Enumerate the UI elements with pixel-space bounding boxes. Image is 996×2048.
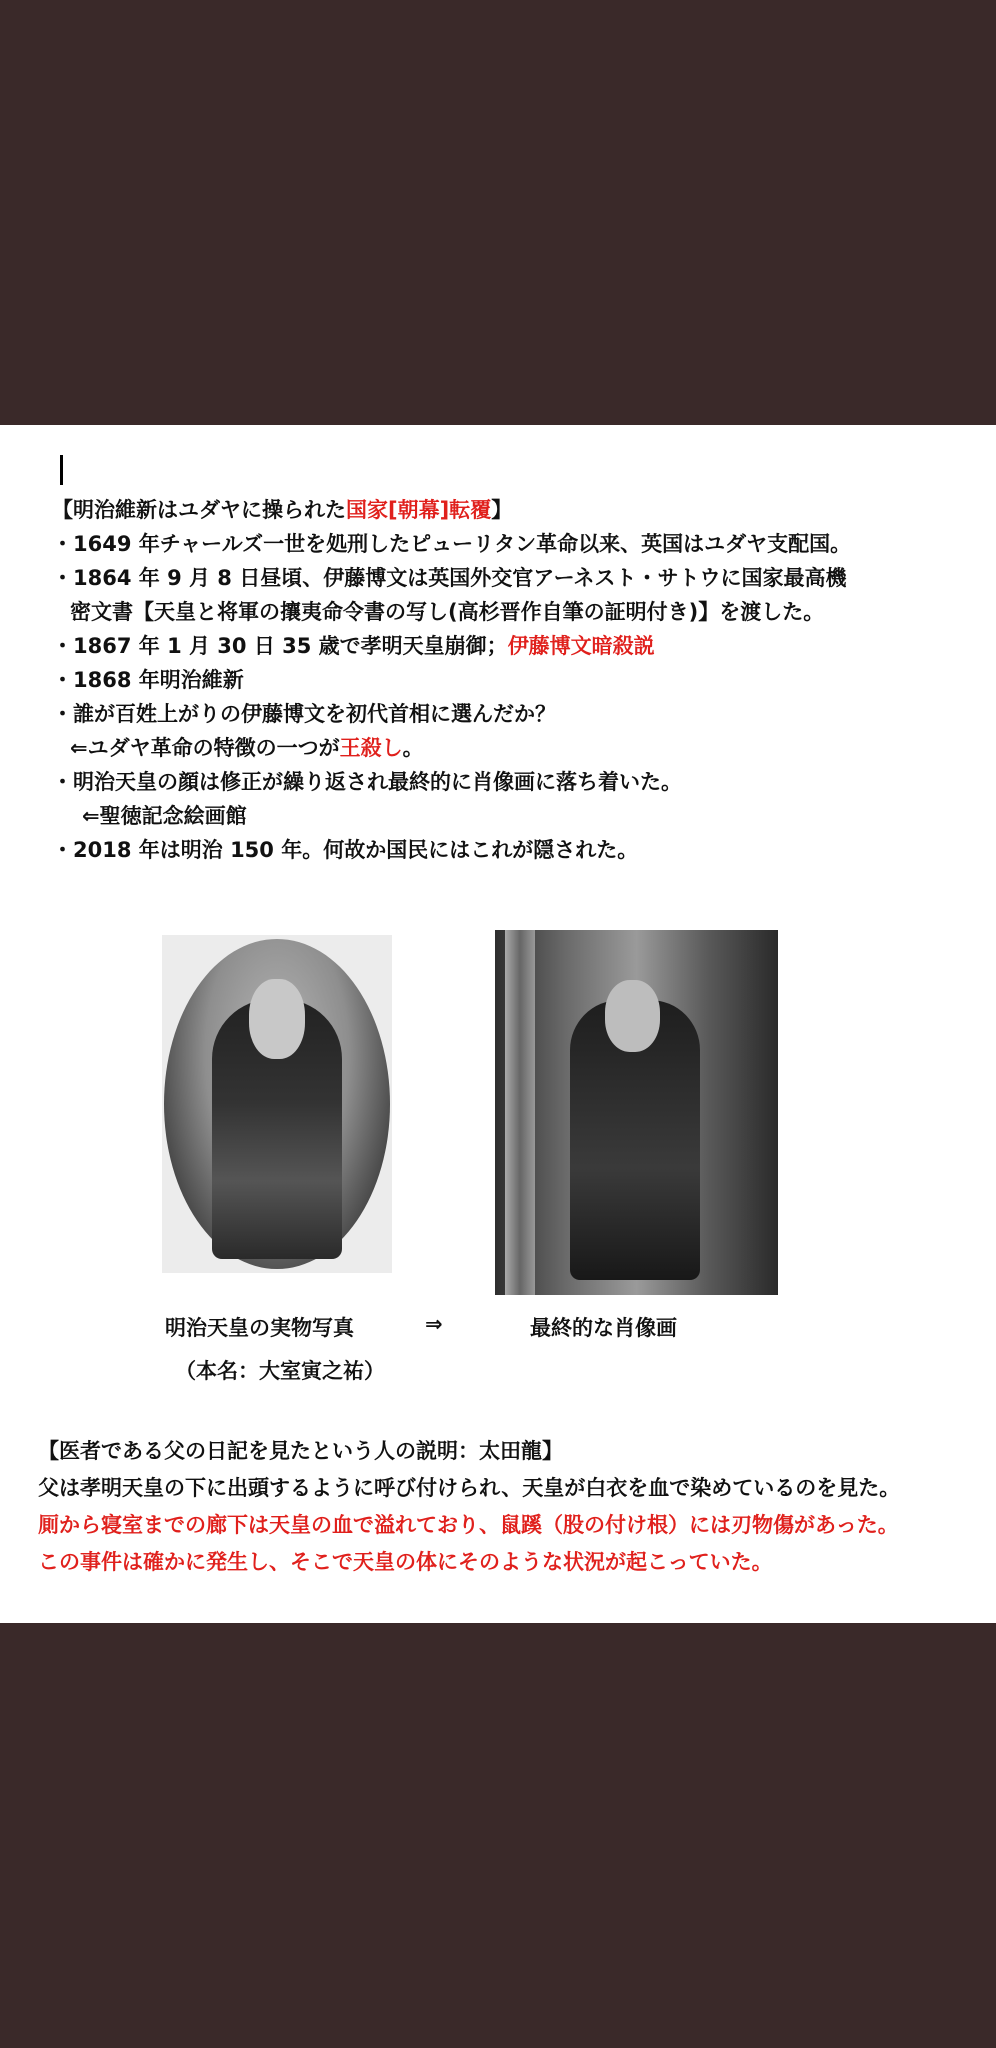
text-line [52, 799, 952, 833]
text-span: 【医者である父の日記を見たという人の説明：太田龍】 [38, 1439, 563, 1463]
text-span: ⇐聖徳記念絵画館 [82, 804, 247, 828]
text-line [38, 1507, 968, 1544]
highlight-text: 厠から寝室までの廊下は天皇の血で溢れており、鼠蹊（股の付け根）には刃物傷があった。 [38, 1513, 899, 1537]
text-line [52, 731, 952, 765]
text-line [38, 1544, 968, 1581]
text-span: ・誰が百姓上がりの伊藤博文を初代首相に選んだか？ [52, 702, 556, 726]
caption-right: 最終的な肖像画 [530, 1316, 677, 1340]
text-span: ・1864 年 9 月 8 日昼頃、伊藤博文は英国外交官アーネスト・サトウに国家最高機 [52, 566, 847, 590]
text-line [52, 765, 952, 799]
text-span: 【明治維新はユダヤに操られた [52, 498, 346, 522]
highlight-text: 国家[朝幕]転覆 [346, 498, 492, 522]
caption-real-name: （本名：大室寅之祐） [175, 1359, 385, 1383]
pillar-shape [505, 930, 535, 1295]
text-line [38, 1433, 968, 1470]
text-cursor [60, 455, 63, 485]
highlight-text: この事件は確かに発生し、そこで天皇の体にそのような状況が起こっていた。 [38, 1550, 773, 1574]
face-silhouette [605, 980, 660, 1052]
text-span: ・1649 年チャールズ一世を処刑したピューリタン革命以来、英国はユダヤ支配国。 [52, 532, 852, 556]
text-line [52, 697, 952, 731]
text-line [52, 527, 952, 561]
caption-left: 明治天皇の実物写真 [165, 1316, 354, 1340]
oval-portrait [164, 939, 390, 1269]
highlight-text: 王殺し [339, 736, 403, 760]
text-span: ⇐ユダヤ革命の特徴の一つが [70, 736, 340, 760]
article-text [52, 493, 952, 867]
text-line [52, 595, 952, 629]
document-image [0, 425, 996, 1623]
text-line [38, 1470, 968, 1507]
text-line [52, 663, 952, 697]
photo-final-portrait [495, 930, 778, 1295]
text-span: 。 [402, 736, 424, 760]
text-line [52, 493, 952, 527]
text-span: ・1867 年 1 月 30 日 35 歳で孝明天皇崩御； [52, 634, 508, 658]
text-span: 父は孝明天皇の下に出頭するように呼び付けられ、天皇が白衣を血で染めているのを見た。 [38, 1476, 901, 1500]
caption-arrow: ⇒ [425, 1312, 443, 1336]
text-span: 】 [491, 498, 513, 522]
text-line [52, 629, 952, 663]
text-span: ・明治天皇の顔は修正が繰り返され最終的に肖像画に落ち着いた。 [52, 770, 682, 794]
text-span: ・2018 年は明治 150 年。何故か国民にはこれが隠された。 [52, 838, 639, 862]
highlight-text: 伊藤博文暗殺説 [507, 634, 655, 658]
diary-account [38, 1433, 968, 1581]
text-line [52, 561, 952, 595]
text-span: ・1868 年明治維新 [52, 668, 244, 692]
photo-real-emperor [162, 935, 392, 1273]
text-span: 密文書【天皇と将軍の攘夷命令書の写し(高杉晋作自筆の証明付き)】を渡した。 [70, 600, 825, 624]
head-silhouette [249, 979, 305, 1059]
text-line [52, 833, 952, 867]
